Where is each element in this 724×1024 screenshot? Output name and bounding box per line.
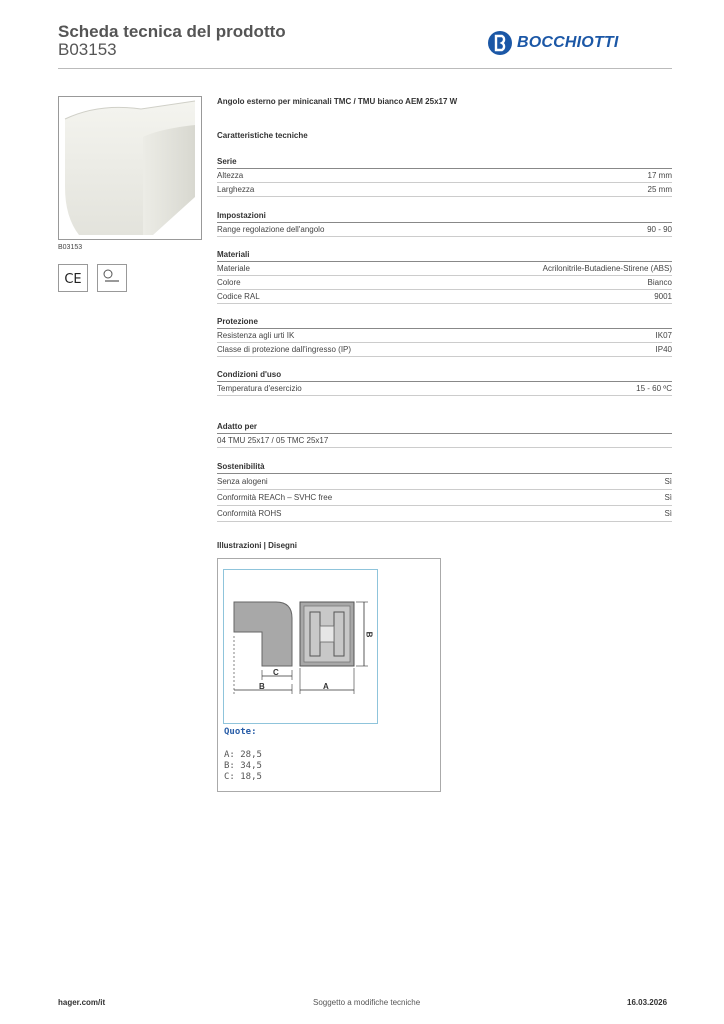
spec-value: 15 - 60 ºC bbox=[636, 384, 672, 393]
spec-label: Range regolazione dell'angolo bbox=[217, 225, 325, 234]
spec-value: 17 mm bbox=[647, 171, 672, 180]
spec-section-sostenibilita bbox=[217, 460, 672, 522]
product-code: B03153 bbox=[58, 40, 117, 59]
spec-row bbox=[217, 276, 672, 290]
product-description: Angolo esterno per minicanali TMC / TMU bianco AEM 25x17 W bbox=[217, 97, 458, 106]
spec-row bbox=[217, 223, 672, 237]
spec-row bbox=[217, 262, 672, 276]
spec-label: Codice RAL bbox=[217, 292, 260, 301]
spec-section-title: Impostazioni bbox=[217, 209, 672, 223]
spec-section-title: Protezione bbox=[217, 315, 672, 329]
spec-row bbox=[217, 490, 672, 506]
svg-text:CE: CE bbox=[64, 272, 82, 287]
quote-line: B: 34,5 bbox=[224, 761, 262, 771]
dim-label-b: B bbox=[259, 682, 265, 691]
spec-label: Conformità ROHS bbox=[217, 509, 282, 518]
spec-section-title: Adatto per bbox=[217, 420, 672, 434]
certification-mark-icon bbox=[97, 264, 127, 292]
quote-line: C: 18,5 bbox=[224, 772, 262, 782]
spec-row bbox=[217, 382, 672, 396]
dim-label-a: A bbox=[323, 682, 329, 691]
spec-value: IK07 bbox=[655, 331, 672, 340]
quote-line: A: 28,5 bbox=[224, 750, 262, 760]
specs-heading: Caratteristiche tecniche bbox=[217, 131, 308, 140]
spec-label: 04 TMU 25x17 / 05 TMC 25x17 bbox=[217, 436, 329, 445]
spec-value: Sì bbox=[664, 477, 672, 486]
spec-value: 9001 bbox=[654, 292, 672, 301]
spec-section-serie bbox=[217, 155, 672, 197]
spec-section-title: Sostenibilità bbox=[217, 460, 672, 474]
brand-name: BOCCHIOTTI bbox=[517, 34, 619, 51]
footer-note: Soggetto a modifiche tecniche bbox=[313, 998, 421, 1007]
drawing-icon bbox=[224, 570, 377, 723]
spec-value: Sì bbox=[664, 509, 672, 518]
spec-label: Altezza bbox=[217, 171, 244, 180]
technical-drawing bbox=[223, 569, 378, 724]
spec-label: Conformità REACh – SVHC free bbox=[217, 493, 333, 502]
spec-value: 90 - 90 bbox=[647, 225, 672, 234]
spec-section-protezione bbox=[217, 315, 672, 357]
spec-section-materiali bbox=[217, 248, 672, 304]
spec-label: Materiale bbox=[217, 264, 250, 273]
spec-row bbox=[217, 343, 672, 357]
spec-row bbox=[217, 506, 672, 522]
product-image bbox=[58, 96, 202, 240]
spec-row bbox=[217, 290, 672, 304]
footer-website: hager.com/it bbox=[58, 998, 106, 1007]
illustration-panel bbox=[217, 558, 441, 792]
spec-section-adatto-per bbox=[217, 420, 672, 448]
spec-label: Colore bbox=[217, 278, 241, 287]
image-caption: B03153 bbox=[58, 244, 83, 251]
spec-row bbox=[217, 474, 672, 490]
spec-label: Senza alogeni bbox=[217, 477, 268, 486]
spec-value: IP40 bbox=[655, 345, 672, 354]
header-divider bbox=[58, 68, 672, 69]
spec-value: Acrilonitrile-Butadiene-Stirene (ABS) bbox=[542, 264, 672, 273]
illustrations-title: Illustrazioni | Disegni bbox=[217, 541, 298, 550]
spec-row bbox=[217, 183, 672, 197]
spec-label: Resistenza agli urti IK bbox=[217, 331, 295, 340]
spec-label: Larghezza bbox=[217, 185, 255, 194]
ce-mark-icon bbox=[58, 264, 88, 292]
product-photo-icon bbox=[59, 97, 201, 239]
page-title: Scheda tecnica del prodotto bbox=[58, 22, 286, 41]
spec-section-title: Serie bbox=[217, 155, 672, 169]
spec-label: Temperatura d'esercizio bbox=[217, 384, 302, 393]
spec-value: Bianco bbox=[647, 278, 672, 287]
spec-section-title: Condizioni d'uso bbox=[217, 368, 672, 382]
spec-section-title: Materiali bbox=[217, 248, 672, 262]
spec-row bbox=[217, 169, 672, 183]
footer-date: 16.03.2026 bbox=[627, 998, 668, 1007]
brand-logo bbox=[487, 30, 619, 56]
spec-section-impostazioni bbox=[217, 209, 672, 237]
spec-label: Classe di protezione dall'ingresso (IP) bbox=[217, 345, 352, 354]
spec-value: 25 mm bbox=[647, 185, 672, 194]
spec-row bbox=[217, 434, 672, 448]
brand-logo-icon bbox=[487, 30, 513, 56]
dim-label-c: C bbox=[273, 668, 279, 677]
quotes-title: Quote: bbox=[224, 727, 257, 737]
spec-section-condizioni bbox=[217, 368, 672, 396]
spec-value: Sì bbox=[664, 493, 672, 502]
spec-row bbox=[217, 329, 672, 343]
dim-label-b-vertical: B bbox=[364, 631, 374, 638]
